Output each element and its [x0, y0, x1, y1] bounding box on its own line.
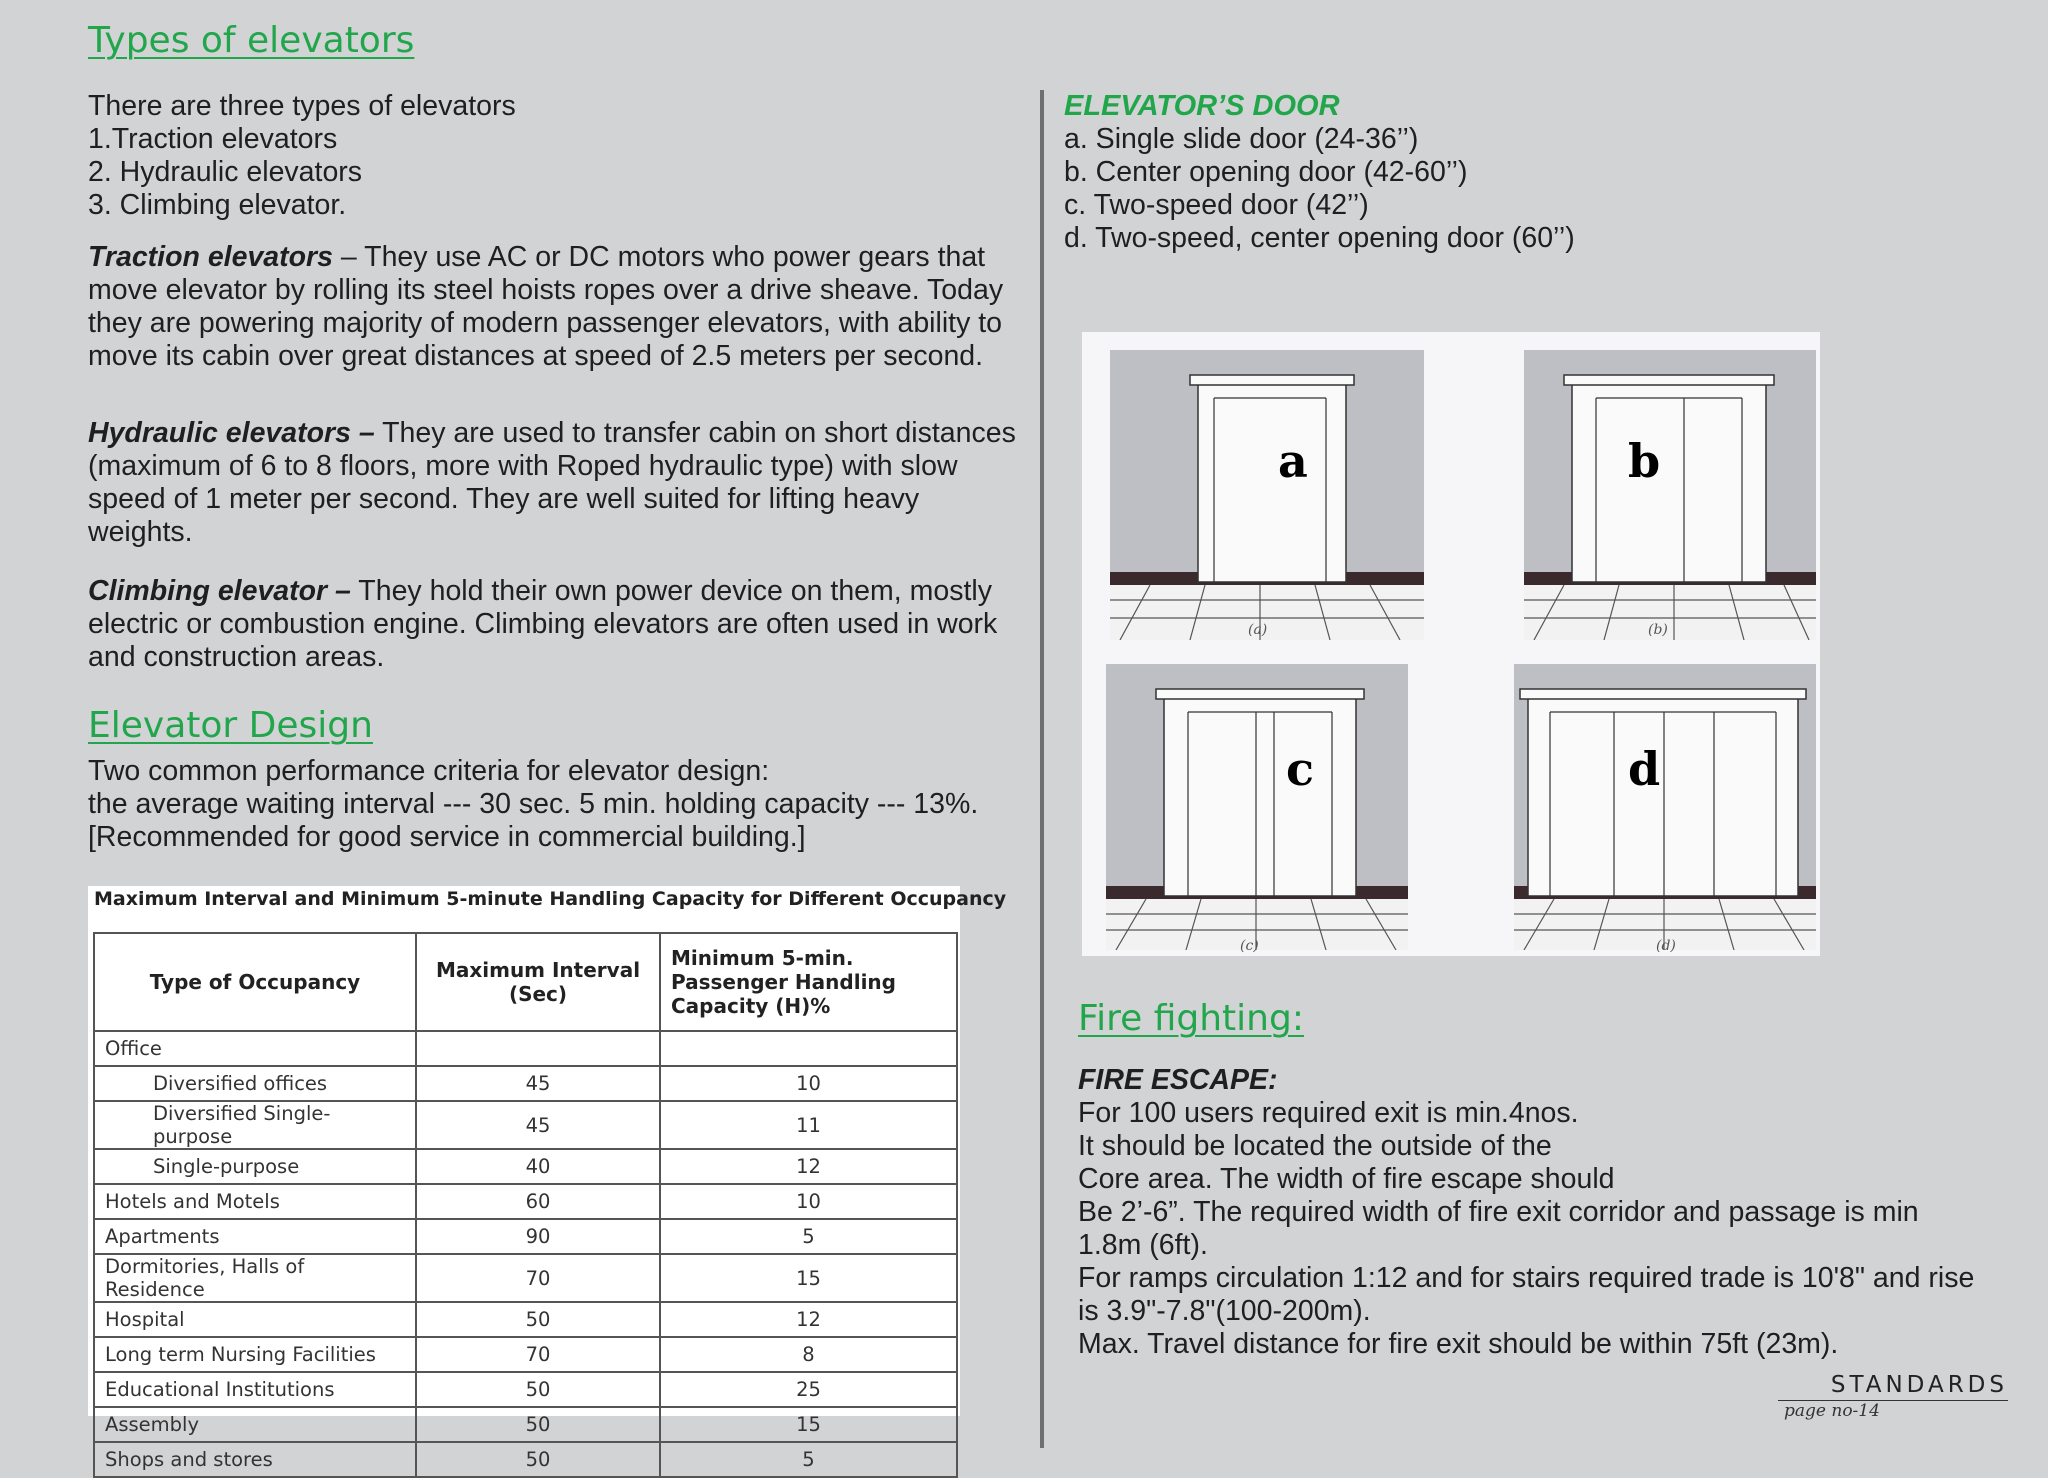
page-number: page no-14	[1784, 1401, 1880, 1421]
capacity-cell: 25	[660, 1372, 957, 1407]
occupancy-cell: Shops and stores	[94, 1442, 416, 1477]
capacity-cell: 15	[660, 1254, 957, 1302]
occupancy-cell: Single-purpose	[94, 1149, 416, 1184]
occupancy-cell: Educational Institutions	[94, 1372, 416, 1407]
capacity-cell: 8	[660, 1337, 957, 1372]
design-text	[88, 755, 1048, 854]
door-type-line: d. Two-speed, center opening door (60’’)	[1064, 222, 1575, 254]
capacity-cell: 5	[660, 1442, 957, 1477]
door-type-line: a. Single slide door (24-36’’)	[1064, 123, 1419, 155]
table-row	[94, 1407, 957, 1442]
interval-cell: 45	[416, 1101, 660, 1149]
table-row	[94, 1372, 957, 1407]
occupancy-cell: Hospital	[94, 1302, 416, 1337]
door-b-drawing	[1524, 350, 1816, 640]
table-row	[94, 1031, 957, 1066]
door-a-drawing	[1110, 350, 1424, 640]
occupancy-cell: Dormitories, Halls of Residence	[94, 1254, 416, 1302]
fire-heading: Fire fighting:	[1078, 998, 1304, 1039]
table-row	[94, 1302, 957, 1337]
occupancy-cell: Apartments	[94, 1219, 416, 1254]
occupancy-cell: Diversified offices	[94, 1066, 416, 1101]
fire-line: It should be located the outside of the	[1078, 1130, 1552, 1162]
intro-line: There are three types of elevators	[88, 90, 516, 122]
door-d-drawing	[1514, 664, 1816, 950]
traction-paragraph	[88, 241, 1023, 373]
door-label-b: b	[1628, 434, 1661, 488]
table-header-row	[94, 933, 957, 1031]
traction-text: – They use AC or DC motors who power gears that move elevator by rolling its steel hoists ropes over a drive sheave. Today they are powering majority of modern passenger elevators, with ability to move its cabin over great distances at speed of 2.5 meters per second.	[88, 241, 1004, 372]
occupancy-cell: Office	[94, 1031, 416, 1066]
interval-cell: 70	[416, 1254, 660, 1302]
door-caption-b: (b)	[1648, 622, 1668, 638]
capacity-cell: 5	[660, 1219, 957, 1254]
door-type-line: b. Center opening door (42-60’’)	[1064, 156, 1468, 188]
intro-line: 2. Hydraulic elevators	[88, 156, 363, 188]
design-line: Two common performance criteria for elevator design:	[88, 755, 770, 787]
capacity-cell: 11	[660, 1101, 957, 1149]
capacity-cell: 10	[660, 1184, 957, 1219]
climbing-label: Climbing elevator –	[88, 575, 351, 607]
fire-escape-text	[1078, 1064, 2028, 1361]
fire-line: For ramps circulation 1:12 and for stairs required trade is 10'8" and rise	[1078, 1262, 1975, 1294]
capacity-cell	[660, 1031, 957, 1066]
capacity-cell: 15	[660, 1407, 957, 1442]
fire-line: 1.8m (6ft).	[1078, 1229, 1208, 1261]
climbing-text: They hold their own power device on them, mostly electric or combustion engine. Climbing elevators are often used in work and construction areas.	[88, 575, 998, 673]
hydraulic-paragraph	[88, 417, 1023, 549]
intro-list	[88, 90, 1028, 222]
traction-label: Traction elevators	[88, 241, 333, 273]
interval-cell: 50	[416, 1372, 660, 1407]
fire-line: Be 2’-6”. The required width of fire exit corridor and passage is min	[1078, 1196, 1919, 1228]
design-heading: Elevator Design	[88, 705, 373, 746]
column-divider	[1040, 90, 1044, 1448]
capacity-cell: 12	[660, 1149, 957, 1184]
capacity-cell: 12	[660, 1302, 957, 1337]
interval-cell: 50	[416, 1442, 660, 1477]
door-heading: ELEVATOR’S DOOR	[1064, 90, 1340, 122]
door-panel-b	[1524, 350, 1816, 640]
occupancy-cell: Hotels and Motels	[94, 1184, 416, 1219]
fire-line: Max. Travel distance for fire exit should be within 75ft (23m).	[1078, 1328, 1839, 1360]
table-row	[94, 1184, 957, 1219]
stamp-title: STANDARDS	[1778, 1372, 2008, 1401]
capacity-cell: 10	[660, 1066, 957, 1101]
table-row	[94, 1066, 957, 1101]
interval-cell: 70	[416, 1337, 660, 1372]
interval-cell: 45	[416, 1066, 660, 1101]
table-row	[94, 1219, 957, 1254]
interval-cell: 90	[416, 1219, 660, 1254]
door-panel-a	[1110, 350, 1424, 640]
table-row	[94, 1337, 957, 1372]
header-occupancy: Type of Occupancy	[94, 933, 416, 1031]
door-label-c: c	[1286, 742, 1315, 796]
interval-cell: 40	[416, 1149, 660, 1184]
climbing-paragraph	[88, 575, 1023, 674]
door-panel-c	[1106, 664, 1408, 950]
design-line: [Recommended for good service in commercial building.]	[88, 821, 806, 853]
occupancy-cell: Diversified Single-purpose	[94, 1101, 416, 1149]
fire-line: is 3.9"-7.8"(100-200m).	[1078, 1295, 1371, 1327]
door-types-list	[1064, 123, 1984, 255]
door-type-line: c. Two-speed door (42’’)	[1064, 189, 1369, 221]
occupancy-cell: Long term Nursing Facilities	[94, 1337, 416, 1372]
occupancy-table	[93, 932, 958, 1478]
door-label-a: a	[1278, 434, 1308, 488]
door-illustration	[1082, 332, 1820, 956]
header-interval: Maximum Interval (Sec)	[416, 933, 660, 1031]
table-row	[94, 1149, 957, 1184]
fire-line: Core area. The width of fire escape should	[1078, 1163, 1615, 1195]
standards-stamp	[1778, 1372, 2008, 1421]
door-panel-d	[1514, 664, 1816, 950]
fire-escape-label: FIRE ESCAPE:	[1078, 1064, 1278, 1096]
interval-cell: 50	[416, 1302, 660, 1337]
table-caption: Maximum Interval and Minimum 5-minute Handling Capacity for Different Occupancy	[94, 888, 1007, 910]
types-heading: Types of elevators	[88, 20, 415, 61]
hydraulic-text: They are used to transfer cabin on short distances (maximum of 6 to 8 floors, more with Roped hydraulic type) with slow speed of 1 meter per second. They are well suited for lifting heavy weights.	[88, 417, 1016, 548]
intro-line: 3. Climbing elevator.	[88, 189, 347, 221]
intro-line: 1.Traction elevators	[88, 123, 338, 155]
occupancy-table-card	[88, 886, 1007, 1471]
interval-cell	[416, 1031, 660, 1066]
door-label-d: d	[1628, 742, 1661, 796]
fire-line: For 100 users required exit is min.4nos.	[1078, 1097, 1579, 1129]
door-caption-d: (d)	[1656, 938, 1676, 954]
interval-cell: 60	[416, 1184, 660, 1219]
door-c-drawing	[1106, 664, 1408, 950]
door-caption-c: (c)	[1240, 938, 1259, 954]
door-caption-a: (a)	[1248, 622, 1268, 638]
table-row	[94, 1254, 957, 1302]
design-line: the average waiting interval --- 30 sec. 5 min. holding capacity --- 13%.	[88, 788, 979, 820]
occupancy-cell: Assembly	[94, 1407, 416, 1442]
hydraulic-label: Hydraulic elevators –	[88, 417, 375, 449]
interval-cell: 50	[416, 1407, 660, 1442]
table-row	[94, 1442, 957, 1477]
table-row	[94, 1101, 957, 1149]
header-capacity: Minimum 5-min. Passenger Handling Capacity (H)%	[660, 933, 957, 1031]
